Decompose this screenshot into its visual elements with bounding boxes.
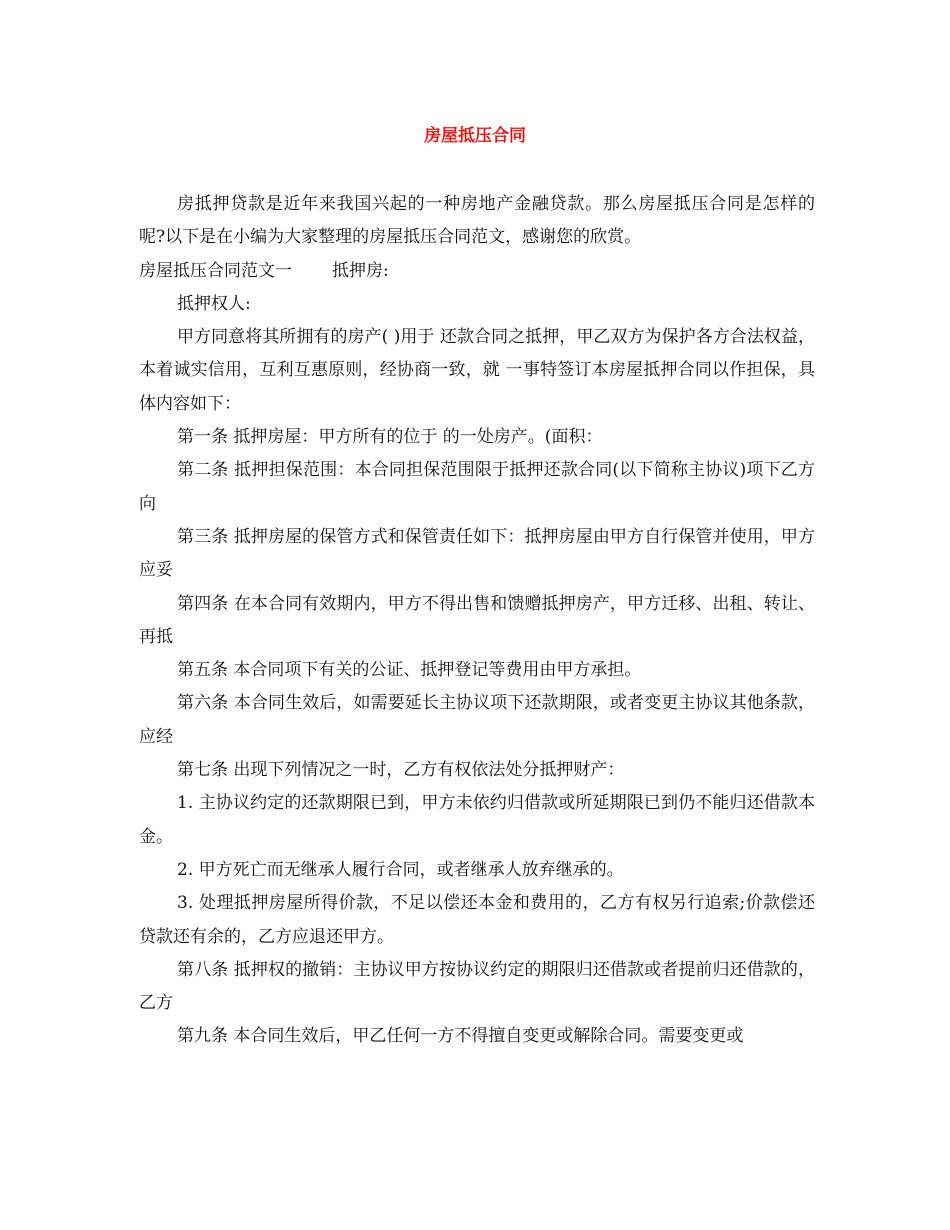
clause-1: 第一条 抵押房屋：甲方所有的位于 的一处房产。(面积： [177, 427, 603, 448]
document-body [139, 188, 815, 1054]
agreement-paragraph: 甲方同意将其所拥有的房产( )用于 还款合同之抵押，甲乙双方为保护各方合法权益，本着诚实信用，互利互惠原则，经协商一致，就 一事特签订本房屋抵押合同以作担保，具体内容如下： [139, 327, 815, 414]
intro-paragraph: 房抵押贷款是近年来我国兴起的一种房地产金融贷款。那么房屋抵压合同是怎样的呢?以下是在小编为大家整理的房屋抵压合同范文，感谢您的欣赏。 [139, 194, 815, 248]
sample-heading-label: 房屋抵压合同范文一 [139, 260, 292, 281]
clause-7: 第七条 出现下列情况之一时，乙方有权依法处分抵押财产： [177, 760, 625, 781]
clause-7-item-2: 2. 甲方死亡而无继承人履行合同，或者继承人放弃继承的。 [177, 859, 624, 880]
clause-7-item-3: 3. 处理抵押房屋所得价款，不足以偿还本金和费用的，乙方有权另行追索;价款偿还贷款还有余的，乙方应退还甲方。 [139, 893, 815, 947]
mortgagor-label: 抵押房: [332, 260, 389, 281]
clause-9: 第九条 本合同生效后，甲乙任何一方不得擅自变更或解除合同。需要变更或 [177, 1026, 744, 1047]
clause-7-item-1: 1. 主协议约定的还款期限已到，甲方未依约归借款或所延期限已到仍不能归还借款本金。 [139, 793, 815, 847]
clause-3: 第三条 抵押房屋的保管方式和保管责任如下：抵押房屋由甲方自行保管并使用，甲方应妥 [139, 526, 815, 581]
clause-2: 第二条 抵押担保范围：本合同担保范围限于抵押还款合同(以下简称主协议)项下乙方向 [139, 460, 815, 514]
document-title: 房屋抵压合同 [424, 126, 526, 146]
mortgagee-line: 抵押权人: [177, 293, 251, 314]
sample-heading-line [139, 255, 815, 288]
clause-8: 第八条 抵押权的撤销：主协议甲方按协议约定的期限归还借款或者提前归还借款的，乙方 [139, 959, 815, 1014]
clause-5: 第五条 本合同项下有关的公证、抵押登记等费用由甲方承担。 [177, 660, 642, 681]
clause-6: 第六条 本合同生效后，如需要延长主协议项下还款期限，或者变更主协议其他条款，应经 [139, 693, 815, 747]
clause-4: 第四条 在本合同有效期内，甲方不得出售和馈赠抵押房产，甲方迁移、出租、转让、再抵 [139, 593, 815, 647]
